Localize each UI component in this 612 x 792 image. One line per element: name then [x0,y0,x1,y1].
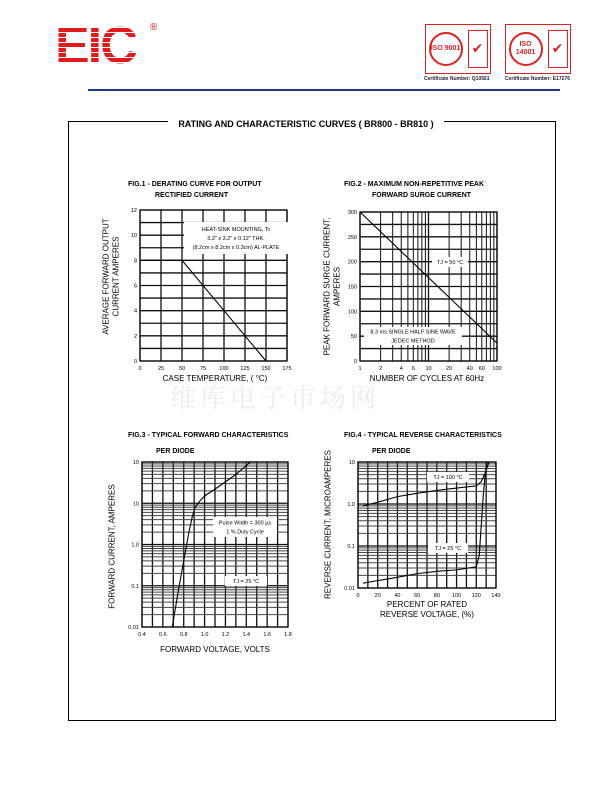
x-tick-label: 1.4 [242,632,251,638]
fig4-chart [344,460,500,599]
x-tick-label: 0 [356,593,360,599]
x-tick-label: 6 [411,366,415,372]
x-tick-label: 0.8 [179,632,188,638]
fig2-xlabel: NUMBER OF CYCLES AT 60Hz [369,374,485,383]
fig2-ylabel: PEAK FORWARD SURGE CURRENT, [322,217,332,356]
x-tick-label: 0.4 [138,632,146,638]
annotation-text: (8.2cm x 8.2cm x 0.3cm) Al.-PLATE [192,245,280,251]
y-tick-label: 1.0 [131,542,139,549]
y-tick-label: 0.01 [344,586,355,592]
fig3-title: FIG.3 - TYPICAL FORWARD CHARACTERISTICS [128,432,289,439]
x-tick-label: 60 [478,366,485,372]
x-tick-label: 1 [358,366,362,372]
x-tick-label: 10 [425,366,432,372]
fig3-chart [128,460,292,638]
y-tick-label: 10 [348,460,355,466]
watermark: 维库电子市场网 [170,384,381,414]
x-tick-label: 120 [471,593,481,599]
eic-logo: EIC [55,17,136,75]
fig4-title-2: PER DIODE [372,448,411,455]
fig1-ylabel-2: CURRENT AMPERES [111,236,121,317]
annotation-text: 3.2" x 3.2" x 0.12" THK. [207,236,265,242]
x-tick-label: 1.2 [221,632,230,638]
x-tick-label: 25 [157,366,165,372]
fig4-xlabel-2: REVERSE VOLTAGE, (%) [380,610,474,619]
iso9001-seal: ISO 9001 [429,32,463,66]
x-tick-label: 140 [491,593,501,599]
x-tick-label: 0 [138,366,142,372]
fig3-title-2: PER DIODE [156,448,195,455]
fig2-chart [348,210,502,372]
fig2-title-2: FORWARD SURGE CURRENT [372,192,472,199]
y-tick-label: 250 [347,234,357,241]
page-title: RATING AND CHARACTERISTIC CURVES ( BR800 - BR810 ) [168,119,443,129]
y-tick-label: 10 [132,460,139,466]
x-tick-label: 0.6 [159,632,167,638]
y-tick-label: 50 [350,334,357,341]
y-tick-label: 10 [132,501,139,508]
fig2-title: FIG.2 - MAXIMUM NON-REPETITIVE PEAK [344,181,485,188]
annotation-text: JEDEC METHOD [391,338,435,345]
x-tick-label: 20 [446,366,453,372]
x-tick-label: 175 [282,366,292,372]
y-tick-label: 10 [130,233,137,240]
check-icon: ✔ [468,30,488,68]
fig2-ylabel-2: AMPERES [332,266,342,307]
x-tick-label: 1.8 [284,632,292,638]
cert-number-1: Certificate Number: Q10561 [424,76,490,82]
x-tick-label: 4 [399,366,403,372]
annotation-text: 1 % Duty Cycle [226,529,264,536]
iso14001-seal: ISO 14001 [509,32,543,66]
cert-number-2: Certificate Number: E17276 [505,76,571,82]
registered-mark: ® [150,22,158,33]
annotation-text: TJ = 100 °C [433,475,463,481]
x-tick-label: 150 [261,366,271,372]
x-tick-label: 60 [414,593,421,599]
annotation-text: TJ = 25 °C [232,579,260,585]
fig1-ylabel: AVERAGE FORWARD OUTPUT [101,218,111,335]
x-tick-label: 40 [394,593,401,599]
x-tick-label: 100 [492,366,502,372]
fig1-xlabel: CASE TEMPERATURE, ( °C) [162,374,268,383]
y-tick-label: 0.1 [347,544,355,550]
y-tick-label: 0 [353,359,357,365]
fig1-title: FIG.1 - DERATING CURVE FOR OUTPUT [128,181,262,188]
y-tick-label: 150 [347,284,357,291]
annotation-text: HEAT-SINK MOUNTING, Tc [201,227,271,233]
x-tick-label: 100 [219,366,229,372]
y-tick-label: 8 [133,258,137,265]
y-tick-label: 2 [133,333,137,340]
fig3-ylabel: FORWARD CURRENT, AMPERES [107,484,117,609]
x-tick-label: 75 [199,366,207,372]
y-tick-label: 0 [133,359,137,365]
fig4-ylabel: REVERSE CURRENT, MICROAMPERES [323,450,333,599]
check-icon: ✔ [548,30,568,68]
y-tick-label: 100 [347,309,357,316]
y-tick-label: 300 [347,210,357,216]
x-tick-label: 50 [178,366,186,372]
y-tick-label: 1.0 [347,502,355,508]
annotation-text: TJ = 25 °C [434,546,462,552]
x-tick-label: 40 [466,366,473,372]
x-tick-label: 1.0 [200,632,209,638]
x-tick-label: 2 [379,366,383,372]
annotation-text: 8.3 ms SINGLE HALF SINE WAVE [370,329,456,336]
x-tick-label: 100 [451,593,462,599]
x-tick-label: 125 [240,366,250,372]
y-tick-label: 0.1 [131,583,139,590]
annotation-text: Pulse Width = 300 µs [218,520,272,527]
fig4-xlabel: PERCENT OF RATED [386,600,468,609]
fig1-chart [131,208,292,372]
fig1-title-2: RECTIFIED CURRENT [155,192,229,199]
y-tick-label: 6 [133,283,137,290]
annotation-text: TJ = 50 °C [436,260,464,266]
fig3-xlabel: FORWARD VOLTAGE, VOLTS [160,645,270,654]
y-tick-label: 200 [347,259,357,266]
x-tick-label: 20 [374,593,381,599]
y-tick-label: 0.01 [128,625,139,631]
fig4-title: FIG.4 - TYPICAL REVERSE CHARACTERISTICS [344,432,502,439]
x-tick-label: 1.6 [263,632,271,638]
x-tick-label: 80 [433,593,440,599]
y-tick-label: 4 [133,308,137,315]
y-tick-label: 12 [130,208,137,214]
